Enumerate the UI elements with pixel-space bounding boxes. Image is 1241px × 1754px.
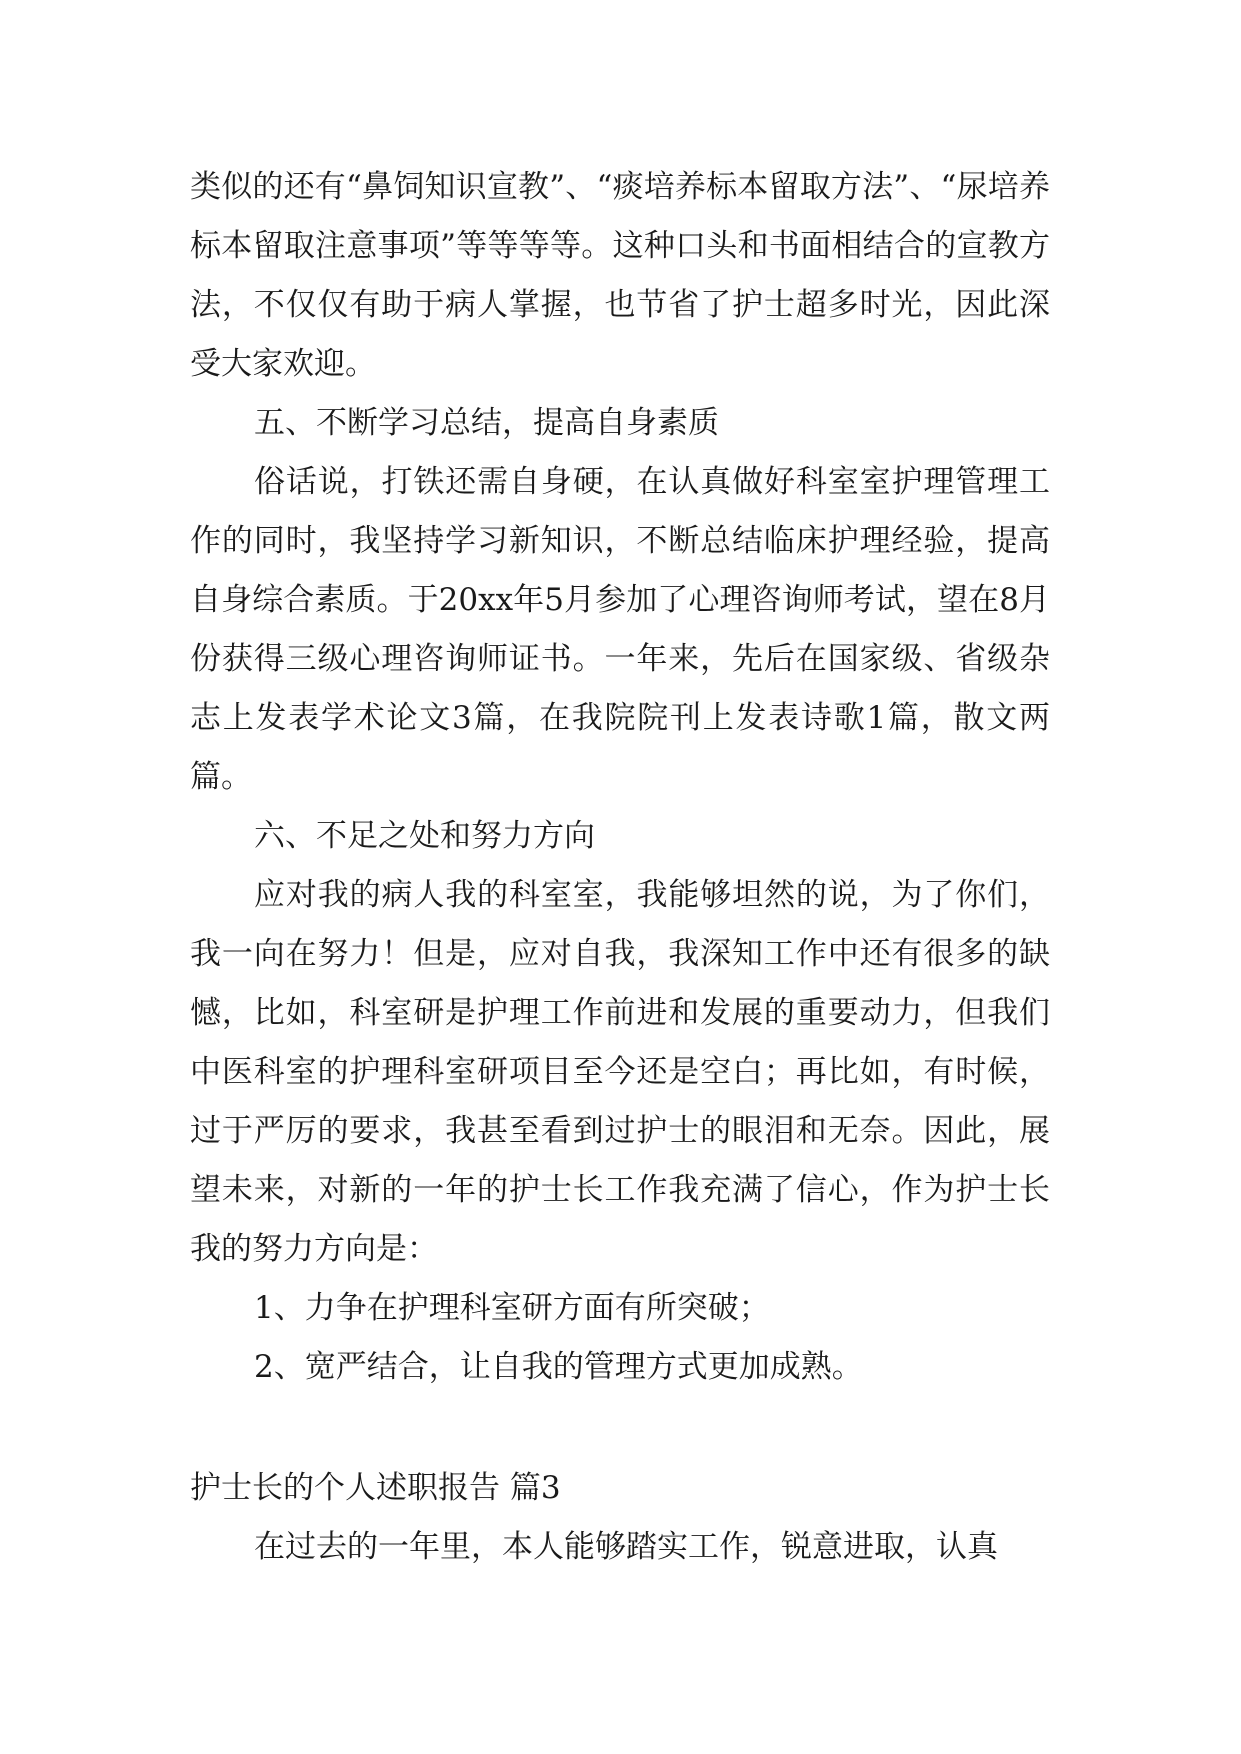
report-title: 护士长的个人述职报告 篇3 [190,1470,561,1506]
document-page [190,158,1050,1577]
paragraph-continuation: 类似的还有“鼻饲知识宣教”、“痰培养标本留取方法”、“尿培养标本留取注意事项”等等等等。这种口头和书面相结合的宣教方法，不仅仅有助于病人掌握，也节省了护士超多时光，因此深受大家欢迎。 [190,169,1050,382]
list-item-1: 1、力争在护理科室研方面有所突破； [254,1290,770,1326]
paragraph-shortcomings: 应对我的病人我的科室室，我能够坦然的说，为了你们，我一向在努力！但是，应对自我，我深知工作中还有很多的缺憾，比如，科室研是护理工作前进和发展的重要动力，但我们中医科室的护理科室研项目至今还是空白；再比如，有时候，过于严厉的要求，我甚至看到过护士的眼泪和无奈。因此，展望未来，对新的一年的护士长工作我充满了信心，作为护士长我的努力方向是： [190,877,1050,1267]
heading-section-6: 六、不足之处和努力方向 [254,818,595,854]
paragraph-study: 俗话说，打铁还需自身硬，在认真做好科室室护理管理工作的同时，我坚持学习新知识，不断总结临床护理经验，提高自身综合素质。于20xx年5月参加了心理咨询师考试，望在8月份获得三级心理咨询师证书。一年来，先后在国家级、省级杂志上发表学术论文3篇，在我院院刊上发表诗歌1篇，散文两篇。 [190,464,1050,795]
list-item-2: 2、宽严结合，让自我的管理方式更加成熟。 [254,1349,863,1385]
paragraph-report-start: 在过去的一年里，本人能够踏实工作，锐意进取，认真 [254,1529,998,1565]
heading-section-5: 五、不断学习总结，提高自身素质 [254,405,719,441]
